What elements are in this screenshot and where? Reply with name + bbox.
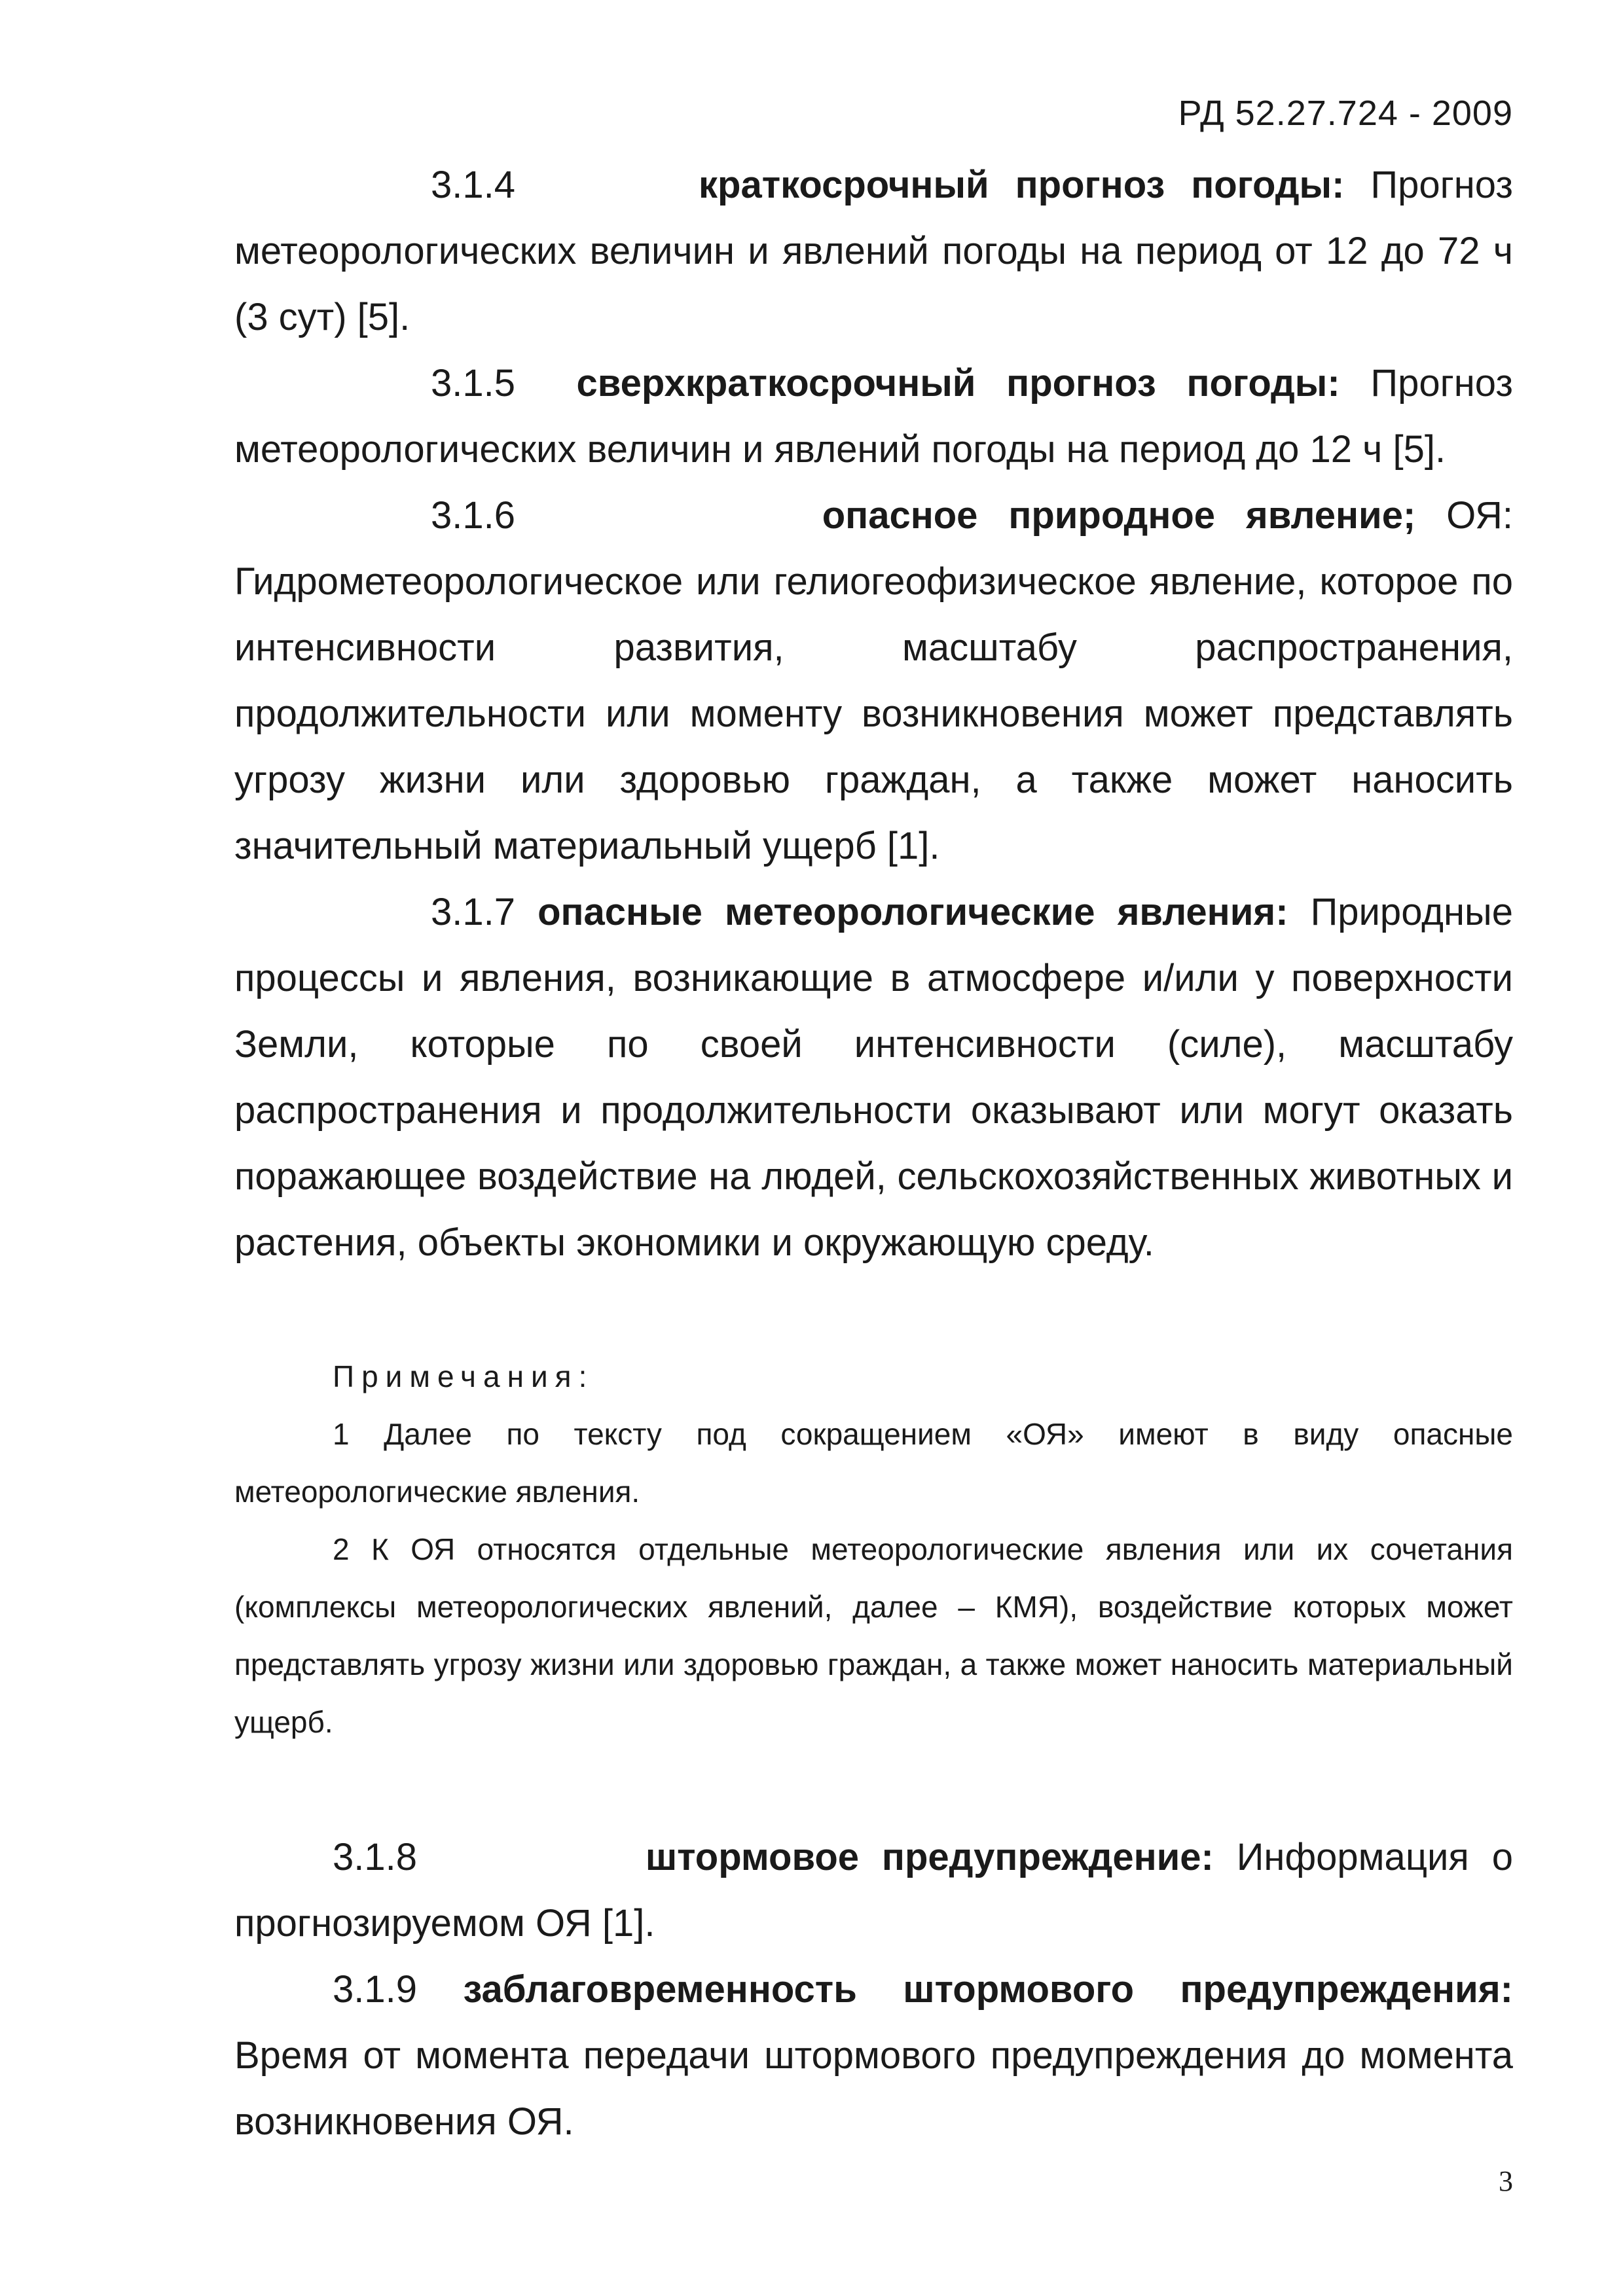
defined-term: краткосрочный прогноз погоды: bbox=[699, 164, 1345, 206]
definition-paragraph bbox=[234, 152, 1513, 350]
defined-term: опасные метеорологические явления: bbox=[538, 891, 1288, 933]
term-definition: Информация о прогнозируемом ОЯ [1]. bbox=[234, 1836, 1513, 1945]
definition-paragraph bbox=[234, 1956, 1513, 2155]
definition-paragraph bbox=[234, 879, 1513, 1276]
clause-number: 3.1.8 bbox=[333, 1836, 417, 1878]
document-code-header: РД 52.27.724 - 2009 bbox=[1178, 94, 1513, 133]
note-item: 1 Далее по тексту под сокращением «ОЯ» имеют в виду опасные метеорологические явления. bbox=[234, 1417, 1513, 1509]
notes-block bbox=[234, 1348, 1513, 1751]
page-number: 3 bbox=[1499, 2165, 1513, 2197]
definitions-continued bbox=[234, 1824, 1513, 2155]
clause-number: 3.1.5 bbox=[431, 362, 515, 404]
clause-number: 3.1.4 bbox=[431, 164, 515, 206]
term-definition: Природные процессы и явления, возникающие в атмосфере и/или у поверхности Земли, которые по своей интенсивности (силе), масштабу распространения и продолжительности оказывают или могут оказать поражающее воздействие на людей, сельскохозяйственных животных и растения, объекты экономики и окружающую среду. bbox=[234, 891, 1513, 1264]
defined-term: заблаговременность штормового предупреждения: bbox=[463, 1968, 1513, 2011]
term-definition: Прогноз метеорологических величин и явлений погоды на период до 12 ч [5]. bbox=[234, 362, 1513, 471]
note-item: 2 К ОЯ относятся отдельные метеорологические явления или их сочетания (комплексы метеорологических явлений, далее – КМЯ), воздействие которых может представлять угрозу жизни или здоровью граждан, а также может наносить материальный ущерб. bbox=[234, 1532, 1513, 1739]
clause-number: 3.1.9 bbox=[333, 1968, 417, 2011]
defined-term: сверхкраткосрочный прогноз погоды: bbox=[576, 362, 1340, 404]
definition-paragraph bbox=[234, 1824, 1513, 1956]
term-definition: Время от момента передачи штормового предупреждения до момента возникновения ОЯ. bbox=[234, 2034, 1513, 2143]
defined-term: штормовое предупреждение: bbox=[645, 1836, 1214, 1878]
clause-number: 3.1.7 bbox=[431, 891, 515, 933]
document-body bbox=[234, 152, 1513, 2155]
notes-title: Примечания: bbox=[333, 1359, 594, 1393]
clause-number: 3.1.6 bbox=[431, 494, 515, 537]
term-definition: Прогноз метеорологических величин и явлений погоды на период от 12 до 72 ч (3 сут) [5]. bbox=[234, 164, 1513, 338]
definition-paragraph bbox=[234, 350, 1513, 482]
definition-paragraph bbox=[234, 482, 1513, 879]
defined-term: опасное природное явление; bbox=[822, 494, 1416, 537]
term-definition: ОЯ: Гидрометеорологическое или гелиогеофизическое явление, которое по интенсивности развития, масштабу распространения, продолжительности или моменту возникновения может представлять угрозу жизни или здоровью граждан, а также может наносить значительный материальный ущерб [1]. bbox=[234, 494, 1513, 867]
